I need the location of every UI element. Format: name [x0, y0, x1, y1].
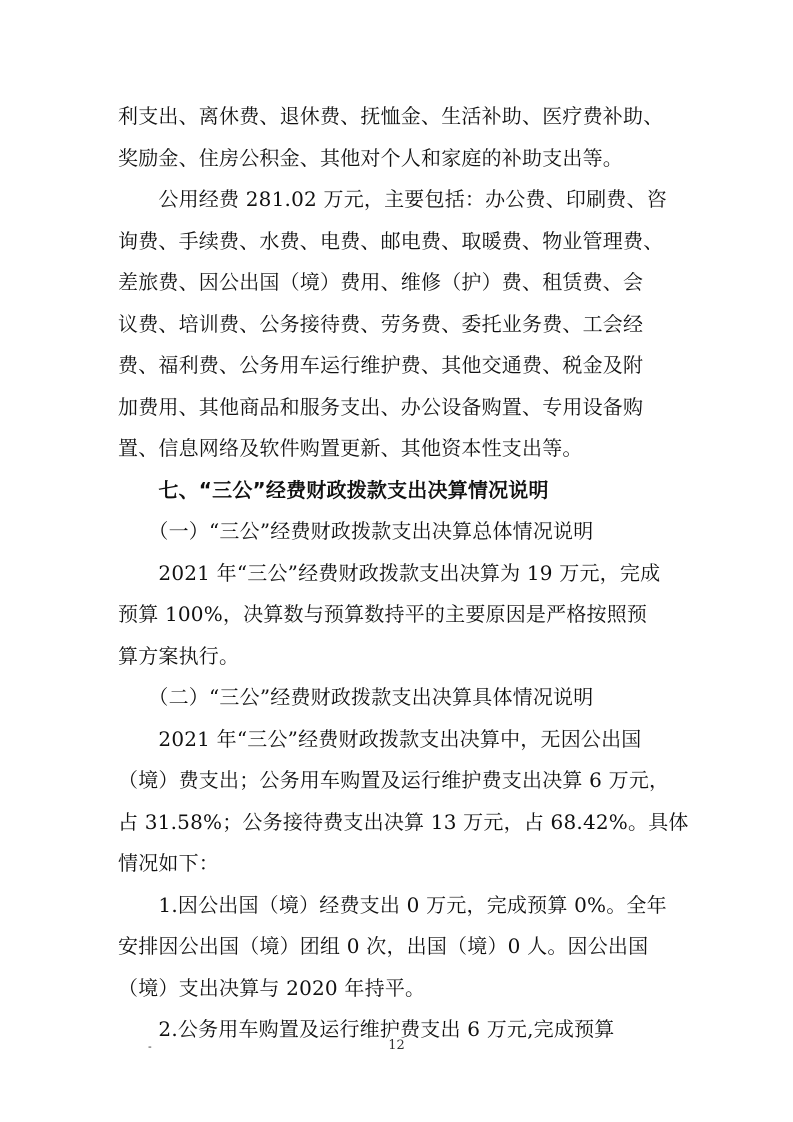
body-text-line: 差旅费、因公出国（境）费用、维修（护）费、租赁费、会 [118, 270, 644, 294]
body-text-line: 奖励金、住房公积金、其他对个人和家庭的补助支出等。 [118, 145, 623, 170]
body-text-line: 2021 年“三公”经费财政拨款支出决算为 19 万元，完成 [118, 560, 661, 585]
body-text-line: 询费、手续费、水费、电费、邮电费、取暖费、物业管理费、 [118, 228, 664, 253]
body-text-line: 公用经费 281.02 万元，主要包括：办公费、印刷费、咨 [118, 187, 667, 211]
body-text-line: （境）费支出；公务用车购置及运行维护费支出决算 6 万元， [118, 768, 670, 792]
section-heading: 七、“三公”经费财政拨款支出决算情况说明 [118, 477, 549, 502]
body-text-line: 占 31.58%；公务接待费支出决算 13 万元，占 68.42%。具体 [118, 809, 689, 834]
subsection-heading: （二）“三公”经费财政拨款支出决算具体情况说明 [118, 685, 594, 709]
body-text-line: 情况如下： [118, 851, 219, 875]
body-text-line: 算方案执行。 [118, 643, 240, 668]
body-text-line: 议费、培训费、公务接待费、劳务费、委托业务费、工会经 [118, 311, 644, 336]
footer-dash: - [148, 1040, 152, 1053]
body-text-line: 1.因公出国（境）经费支出 0 万元，完成预算 0%。全年 [118, 892, 667, 917]
body-text-line: 利支出、离休费、退休费、抚恤金、生活补助、医疗费补助、 [118, 104, 664, 128]
subsection-heading: （一）“三公”经费财政拨款支出决算总体情况说明 [118, 519, 594, 543]
body-text-line: 2.公务用车购置及运行维护费支出 6 万元,完成预算 [118, 1017, 615, 1041]
body-text-line: 预算 100%，决算数与预算数持平的主要原因是严格按照预 [118, 602, 648, 626]
page-number: 12 [388, 1038, 405, 1053]
body-text-line: 加费用、其他商品和服务支出、办公设备购置、专用设备购 [118, 394, 644, 419]
body-text-line: （境）支出决算与 2020 年持平。 [118, 975, 426, 1000]
body-text-line: 置、信息网络及软件购置更新、其他资本性支出等。 [118, 436, 583, 460]
body-text-line: 费、福利费、公务用车运行维护费、其他交通费、税金及附 [118, 353, 644, 377]
body-text-line: 2021 年“三公”经费财政拨款支出决算中，无因公出国 [118, 726, 642, 751]
body-text-line: 安排因公出国（境）团组 0 次，出国（境）0 人。因公出国 [118, 934, 649, 958]
